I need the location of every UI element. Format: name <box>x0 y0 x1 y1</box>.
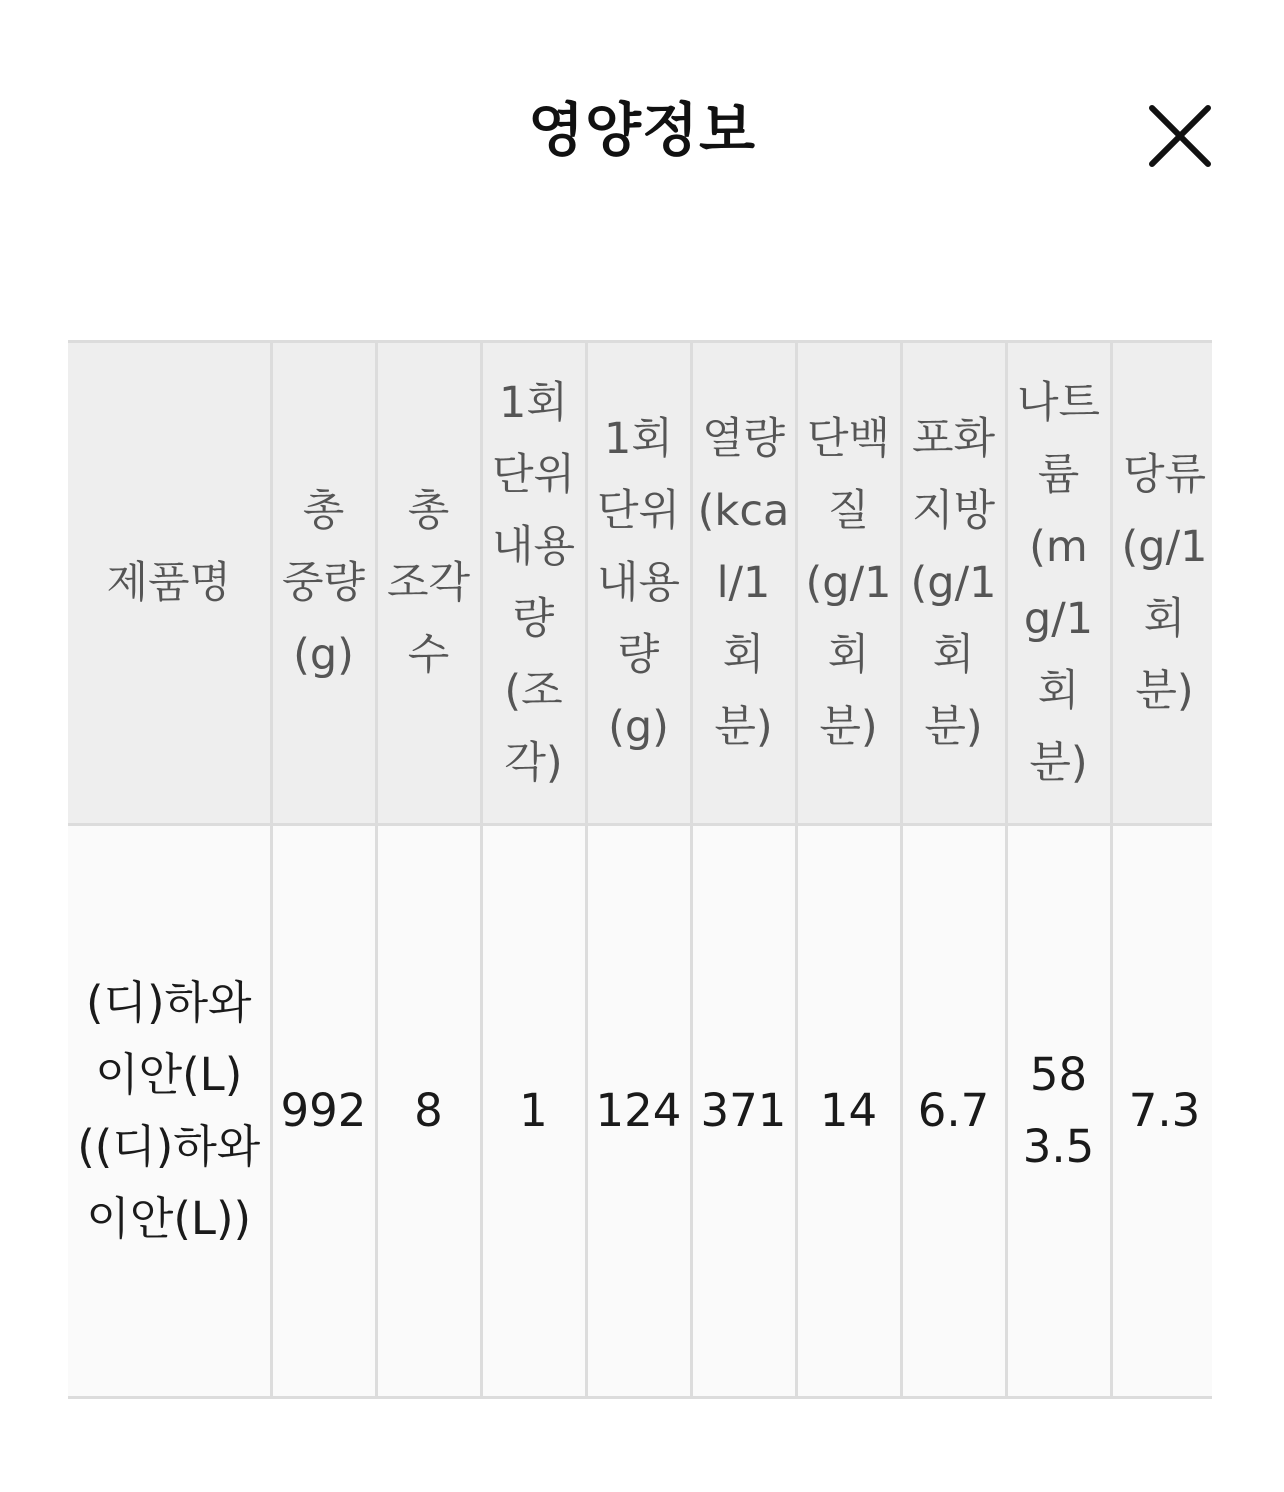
table-row <box>68 825 1212 1398</box>
close-icon <box>1138 98 1222 174</box>
cell-sugar: 7.3 <box>1111 825 1212 1398</box>
header-sodium: 나트륨(mg/1회분) <box>1006 342 1111 825</box>
modal-header <box>0 0 1284 260</box>
table-header-row <box>68 342 1212 825</box>
cell-saturated-fat: 6.7 <box>901 825 1006 1398</box>
cell-total-weight: 992 <box>271 825 376 1398</box>
cell-serving-grams: 124 <box>586 825 691 1398</box>
cell-serving-pieces: 1 <box>481 825 586 1398</box>
close-button[interactable] <box>1138 98 1222 174</box>
header-calories: 열량(kcal/1회분) <box>691 342 796 825</box>
header-serving-pieces: 1회 단위 내용량(조각) <box>481 342 586 825</box>
cell-sodium: 583.5 <box>1006 825 1111 1398</box>
nutrition-table <box>68 340 1212 1399</box>
header-total-pieces: 총 조각수 <box>376 342 481 825</box>
cell-product-name: (디)하와이안(L)((디)하와이안(L)) <box>68 825 271 1398</box>
header-total-weight: 총 중량(g) <box>271 342 376 825</box>
cell-total-pieces: 8 <box>376 825 481 1398</box>
header-serving-grams: 1회 단위 내용량(g) <box>586 342 691 825</box>
header-saturated-fat: 포화지방(g/1회분) <box>901 342 1006 825</box>
cell-calories: 371 <box>691 825 796 1398</box>
modal-title: 영양정보 <box>527 96 757 164</box>
header-product-name: 제품명 <box>68 342 271 825</box>
header-protein: 단백질(g/1회분) <box>796 342 901 825</box>
nutrition-table-container[interactable] <box>68 340 1212 1399</box>
header-sugar: 당류(g/1회분) <box>1111 342 1212 825</box>
cell-protein: 14 <box>796 825 901 1398</box>
